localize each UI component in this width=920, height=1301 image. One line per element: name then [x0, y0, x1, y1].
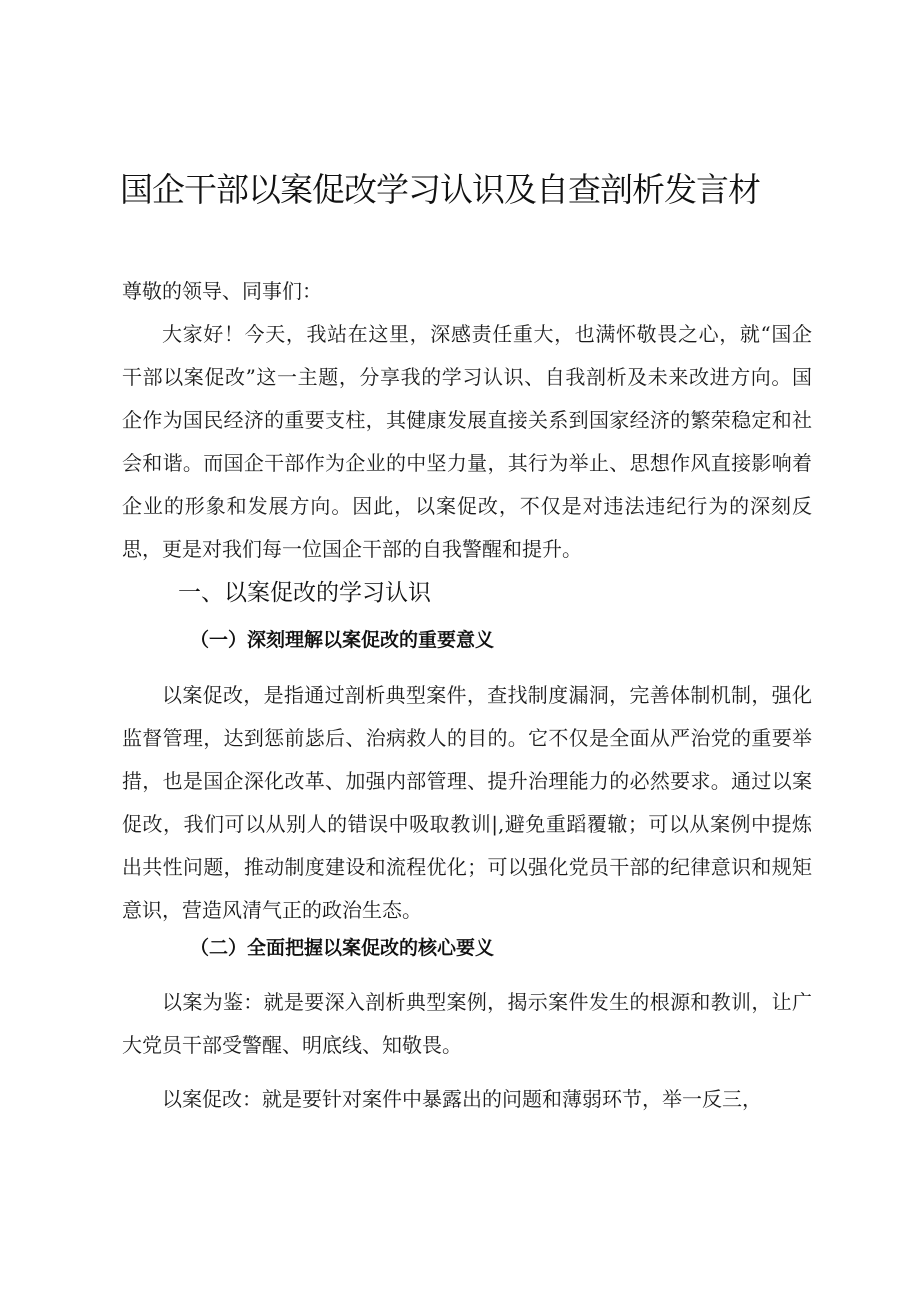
document-title: 国企干部以案促改学习认识及自查剖析发言材	[120, 170, 760, 209]
section-heading-1: 一、以案促改的学习认识	[178, 580, 431, 606]
subsection-heading-2: （二）全面把握以案促改的核心要义	[190, 937, 495, 959]
paragraph-lesson: 以案为鉴：就是要深入剖析典型案例，揭示案件发生的根源和教训，让广大党员干部受警醒、明底线、知敬畏。	[122, 990, 812, 1057]
paragraph-reform: 以案促改：就是要针对案件中暴露出的问题和薄弱环节，举一反三，	[162, 1087, 762, 1111]
salutation: 尊敬的领导、同事们：	[122, 279, 322, 303]
paragraph-significance: 以案促改，是指通过剖析典型案件，查找制度漏洞，完善体制机制，强化监督管理，达到惩前毖后、治病救人的目的。它不仅是全面从严治党的重要举措，也是国企深化改革、加强内部管理、提升治理能力的必然要求。通过以案促改，我们可以从别人的错误中吸取教训|,避免重蹈覆辙；可以从案例中提炼出共性问题，推动制度建设和流程优化；可以强化党员干部的纪律意识和规矩意识，营造风清气正的政治生态。	[122, 683, 812, 922]
paragraph-intro: 大家好！今天，我站在这里，深感责任重大，也满怀敬畏之心，就“国企干部以案促改”这一主题，分享我的学习认识、自我剖析及未来改进方向。国企作为国民经济的重要支柱，其健康发展直接关系到国家经济的繁荣稳定和社会和谐。而国企干部作为企业的中坚力量，其行为举止、思想作风直接影响着企业的形象和发展方向。因此，以案促改，不仅是对违法违纪行为的深刻反思，更是对我们每一位国企干部的自我警醒和提升。	[122, 322, 812, 561]
subsection-heading-1: （一）深刻理解以案促改的重要意义	[190, 629, 495, 651]
